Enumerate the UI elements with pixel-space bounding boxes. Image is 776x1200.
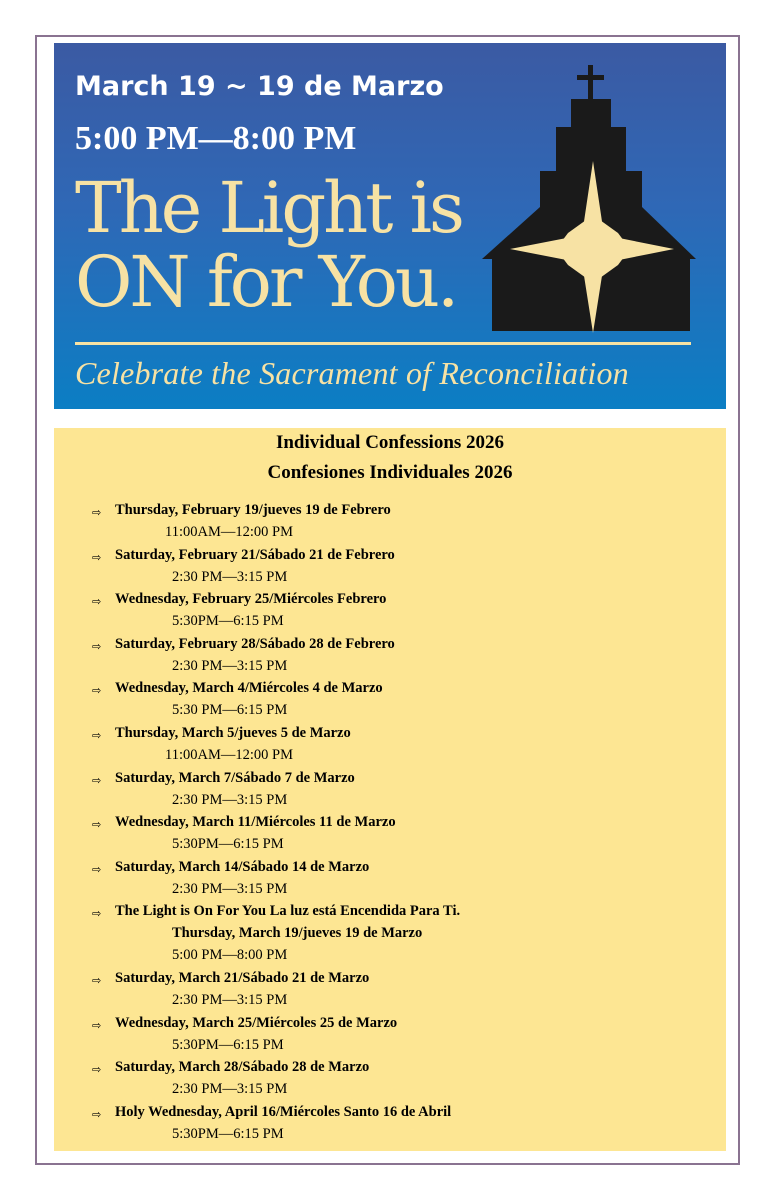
entry-time: 5:30 PM—6:15 PM [172,702,288,719]
entry-time: 2:30 PM—3:15 PM [172,1081,288,1098]
list-item [54,970,726,1015]
entry-time: 11:00AM—12:00 PM [165,746,293,763]
list-item [54,903,726,970]
list-item [54,547,726,592]
entry-date: Saturday, March 21/Sábado 21 de Marzo [115,970,370,987]
list-item [54,859,726,904]
entry-date: Thursday, March 5/jueves 5 de Marzo [115,724,351,741]
list-item [54,502,726,547]
list-item [54,1104,726,1149]
entry-time: 5:30PM—6:15 PM [172,1125,284,1142]
entry-date: Wednesday, March 4/Miércoles 4 de Marzo [115,680,383,697]
list-item [54,680,726,725]
list-item [54,725,726,770]
entry-time: 5:00 PM—8:00 PM [172,947,288,964]
entry-date: Wednesday, February 25/Miércoles Febrero [115,591,387,608]
confession-schedule [54,428,726,1151]
arrow-right-icon: ⇨ [92,506,102,519]
entry-date: The Light is On For You La luz está Encendida Para Ti. [115,903,461,920]
entry-time: 5:30PM—6:15 PM [172,613,284,630]
entry-time: 11:00AM—12:00 PM [165,524,293,540]
arrow-right-icon: ⇨ [92,595,102,609]
entry-time: 5:30PM—6:15 PM [172,836,284,853]
schedule-list [54,502,726,1149]
divider [75,342,691,345]
event-banner [54,43,726,409]
arrow-right-icon: ⇨ [92,773,102,787]
arrow-right-icon: ⇨ [92,1107,102,1121]
list-item [54,636,726,681]
schedule-title-english: Individual Confessions 2026 [275,432,505,453]
arrow-right-icon: ⇨ [92,907,102,921]
arrow-right-icon: ⇨ [92,728,102,742]
entry-date: Saturday, March 28/Sábado 28 de Marzo [115,1059,370,1076]
event-date: March 19 ~ 19 de Marzo [75,71,444,102]
list-item [54,1059,726,1104]
arrow-right-icon: ⇨ [92,639,102,653]
subtitle: Celebrate the Sacrament of Reconciliation [75,355,629,391]
event-time: 5:00 PM—8:00 PM [75,120,357,157]
entry-date: Wednesday, March 25/Miércoles 25 de Marzo [115,1014,398,1031]
entry-time: 2:30 PM—3:15 PM [172,992,288,1009]
arrow-right-icon: ⇨ [92,550,102,564]
entry-date-secondary: Thursday, March 19/jueves 19 de Marzo [172,925,423,942]
arrow-right-icon: ⇨ [92,862,102,876]
entry-date: Saturday, March 14/Sábado 14 de Marzo [115,858,370,875]
list-item [54,814,726,859]
entry-time: 2:30 PM—3:15 PM [172,791,288,808]
entry-time: 5:30PM—6:15 PM [172,1036,284,1053]
entry-date: Wednesday, March 11/Miércoles 11 de Marzo [115,814,396,831]
arrow-right-icon: ⇨ [92,974,102,988]
church-star-icon [482,65,704,333]
entry-time: 2:30 PM—3:15 PM [172,880,288,897]
entry-date: Saturday, February 28/Sábado 28 de Febrero [115,635,395,652]
list-item [54,591,726,636]
entry-time: 2:30 PM—3:15 PM [172,657,288,674]
entry-date: Saturday, February 21/Sábado 21 de Febrero [115,546,395,563]
entry-time: 2:30 PM—3:15 PM [172,568,288,585]
list-item [54,770,726,815]
headline [75,167,462,323]
arrow-right-icon: ⇨ [92,1018,102,1032]
entry-date: Thursday, February 19/jueves 19 de Febrero [115,502,391,518]
headline-line-1: The Light is [75,167,462,249]
entry-date: Holy Wednesday, April 16/Miércoles Santo 16 de Abril [115,1103,452,1120]
schedule-title-spanish: Confesiones Individuales 2026 [267,462,513,483]
arrow-right-icon: ⇨ [92,1063,102,1077]
arrow-right-icon: ⇨ [92,684,102,698]
list-item [54,1015,726,1060]
headline-line-2: ON for You. [75,241,457,323]
arrow-right-icon: ⇨ [92,818,102,832]
entry-date: Saturday, March 7/Sábado 7 de Marzo [115,769,355,786]
